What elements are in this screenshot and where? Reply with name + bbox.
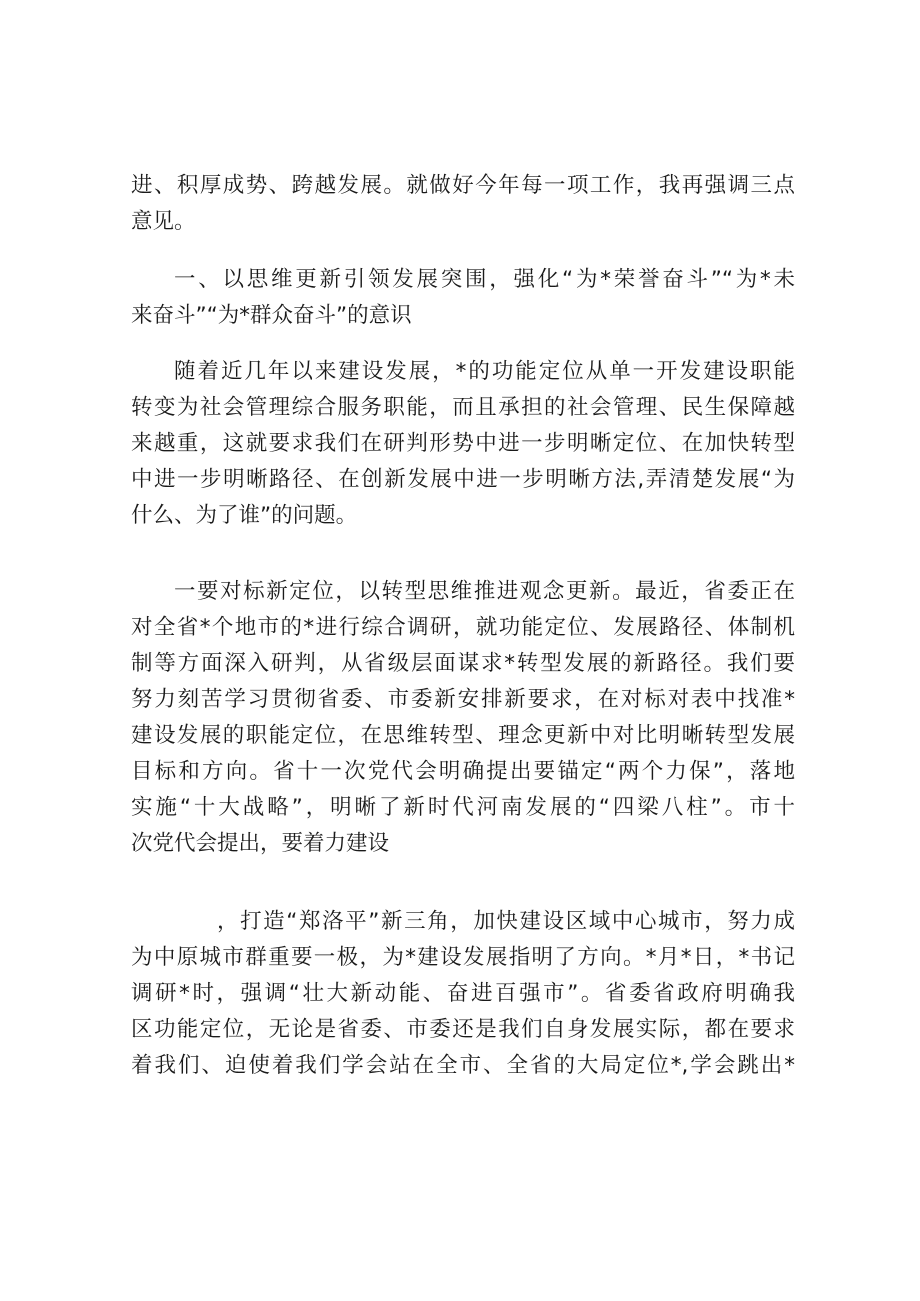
text-line: 一、以思维更新引领发展突围，强化“为*荣誉奋斗”“为*未 — [174, 267, 795, 292]
body-paragraph — [131, 904, 795, 1084]
text-line: 着我们、迫使着我们学会站在全市、全省的大局定位*,学会跳出* — [131, 1053, 795, 1078]
text-line: 随着近几年以来建设发展，*的功能定位从单一开发建设职能 — [174, 359, 795, 384]
text-line: 制等方面深入研判，从省级层面谋求*转型发展的新路径。我们要 — [131, 651, 795, 676]
text-line: 努力刻苦学习贯彻省委、市委新安排新要求，在对标对表中找准* — [131, 687, 795, 712]
text-line: 转变为社会管理综合服务职能，而且承担的社会管理、民生保障越 — [131, 395, 795, 420]
text-line: 对全省*个地市的*进行综合调研，就功能定位、发展路径、体制机 — [131, 615, 795, 640]
text-line: 意见。 — [131, 209, 196, 234]
text-line: 调研*时，强调“壮大新动能、奋进百强市”。省委省政府明确我 — [131, 981, 795, 1006]
text-line: 区功能定位，无论是省委、市委还是我们自身发展实际，都在要求 — [131, 1017, 795, 1042]
text-line: ，打造“郑洛平”新三角，加快建设区域中心城市，努力成 — [217, 909, 795, 934]
text-line: 什么、为了谁”的问题。 — [131, 503, 358, 528]
text-line: 为中原城市群重要一极，为*建设发展指明了方向。*月*日，*书记 — [131, 945, 795, 970]
text-line: 次党代会提出，要着力建设 — [131, 831, 390, 856]
text-line: 建设发展的职能定位，在思维转型、理念更新中对比明晰转型发展 — [131, 723, 795, 748]
text-line: 来越重，这就要求我们在研判形势中进一步明晰定位、在加快转型 — [131, 431, 795, 456]
text-line: 目标和方向。省十一次党代会明确提出要锚定“两个力保”，落地 — [131, 759, 795, 784]
paragraph-continuation — [131, 168, 795, 240]
section-heading — [131, 262, 795, 334]
text-line: 进、积厚成势、跨越发展。就做好今年每一项工作，我再强调三点 — [131, 173, 795, 198]
text-line: 中进一步明晰路径、在创新发展中进一步明晰方法,弄清楚发展“为 — [131, 467, 795, 492]
text-line: 一要对标新定位，以转型思维推进观念更新。最近，省委正在 — [174, 579, 795, 604]
body-paragraph — [131, 574, 795, 862]
text-line: 实施“十大战略”，明晰了新时代河南发展的“四梁八柱”。市十 — [131, 795, 795, 820]
text-line: 来奋斗”“为*群众奋斗”的意识 — [131, 303, 412, 328]
body-paragraph — [131, 354, 795, 534]
